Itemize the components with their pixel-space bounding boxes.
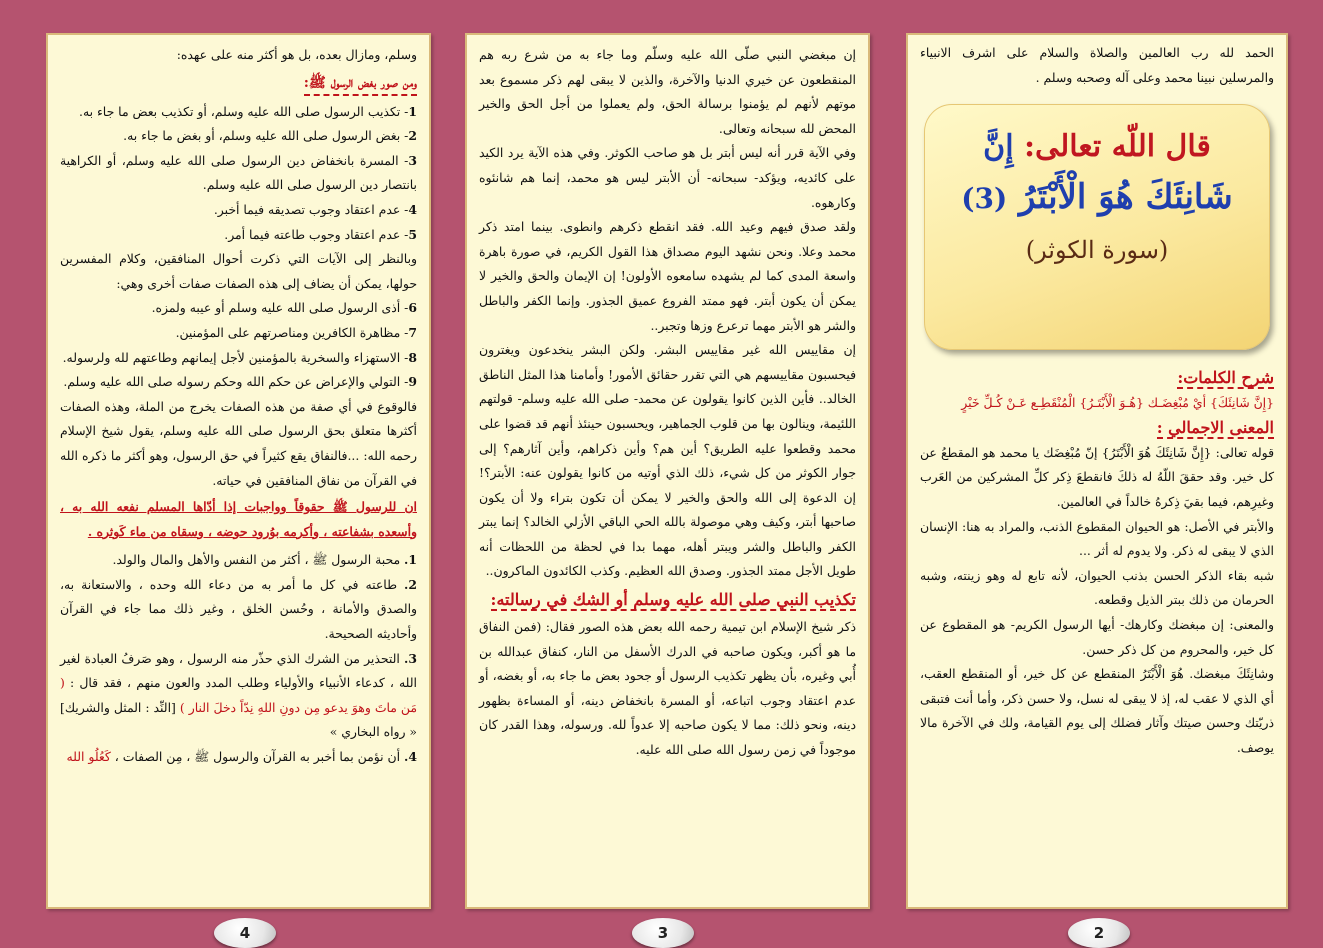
item-text: التولي والإعراض عن حكم الله وحكم رسوله صلى الله عليه وسلم. bbox=[63, 374, 401, 390]
item-number: 2. bbox=[404, 576, 417, 592]
page-number-3: 3 bbox=[632, 918, 694, 948]
opening-text: الحمد لله رب العالمين والصلاة والسلام على اشرف الانبياء والمرسلين نبينا محمد وعلى آله وصحبه وسلم . bbox=[920, 45, 1274, 85]
list-item: 4- عدم اعتقاد وجوب تصديقه فيما أخبر. bbox=[213, 201, 417, 217]
section-heading: تكذيب النبي صلى الله عليه وسلم أو الشك في رسالته: bbox=[490, 590, 856, 610]
list-item: 2- بغض الرسول صلى الله عليه وسلم، أو بغض ما جاء به. bbox=[123, 128, 417, 144]
hadith-reference: [النِّد : المثل والشريك] « رواه البخاري » bbox=[60, 699, 417, 740]
meaning-paragraph: وشانِئَكَ مبغضك. هُوَ الْأَبْتَرُ المنقطع عن كل خير، أو المنقطع العقب، أي الذي لا عقب له، إذ لا يبقى له نسل، ولا حسن ذكر، وأما أنت فتبقى ذريّتك وحسن صيتك وآثار فضلك إلى يوم القيامة، ولك في الآخرة مالا يوصف. bbox=[920, 666, 1274, 755]
item-text: تكذيب الرسول صلى الله عليه وسلم، أو تكذيب بعض ما جاء به. bbox=[79, 103, 401, 119]
meaning-paragraph: والمعنى: إن مبغضك وكارهك- أيها الرسول الكريم- هو المقطوع عن كل خير، والمحروم من كل ذكر حسن. bbox=[920, 616, 1274, 657]
list-item: 7- مظاهرة الكافرين ومناصرتهم على المؤمنين. bbox=[175, 324, 417, 340]
list-item: 3- المسرة بانخفاض دين الرسول صلى الله عليه وسلم، أو الكراهية بانتصار دين الرسول صلى الله عليه وسلم. bbox=[60, 152, 417, 193]
heading-general-meaning: المعنى الاجمالي : bbox=[1156, 417, 1274, 437]
page-4-panel bbox=[46, 33, 431, 909]
verse-main: شَانِئَكَ هُوَ الْأَبْتَرُ bbox=[1019, 177, 1233, 218]
page-2-panel bbox=[906, 33, 1288, 909]
item-text: عدم اعتقاد وجوب طاعته فيما أمر. bbox=[224, 226, 401, 242]
list-item: 1- تكذيب الرسول صلى الله عليه وسلم، أو تكذيب بعض ما جاء به. bbox=[79, 103, 417, 119]
body-paragraph: وفي الآية قرر أنه ليس أبتر بل هو صاحب الكوثر. وفي هذه الآية يرد الكيد على كائديه، ويؤكد- سبحانه- أن الأبتر ليس هو محمد، إنما هم شانئوه وكارهوه. bbox=[479, 145, 856, 210]
item-text: التحذير من الشرك الذي حذّر منه الرسول ، وهو صَرفُ العبادة لغير الله ، كدعاء الأنبياء والأولياء وطلب المدد والعون منهم ، فقد قال : bbox=[60, 650, 417, 691]
rights-item bbox=[60, 745, 417, 770]
verse-intro bbox=[925, 125, 1269, 169]
words-explanation: {إِنَّ شَانِئَكَ} أيْ مُبْغِضَـك {هُـوَ الْأَبْتَـرُ} الْمُنْقَطِـع عَـنْ كُـلِّ خَيْرٍ bbox=[961, 395, 1274, 411]
body-paragraph: إن مقاييس الله غير مقاييس البشر. ولكن البشر ينخدعون ويغترون فيحسبون مقاييسهم هي التي تقرر حقائق الأمور! وأمامنا هذا المثل الناطق الخالد.. فأين الذين كانوا يقولون عن محمد- صلى الله عليه وسلم- قولتهم اللئيمة، وينالون بها من قلوب الجماهير، ويحسبون حينئذ أنهم قد قضوا على محمد وقطعوا عليه الطريق؟ أين هم؟ وأين ذكراهم، وأين آثارهم؟ إلى جوار الكوثر من كل شيء، ذلك الذي أوتيه من كانوا يقولون عنه: الأبتر؟! إن الدعوة إلى الله والحق والخير لا يمكن أن تكون بتراء ولا أن يكون صاحبها أبتر، وكيف وهي موصولة بالله الحي الباقي الأزلي الخالد؟ إنما يبتر الكفر والباطل والشر ويبتر أهله، مهما بدا في لحظة من اللحظات أنه طويل الأجل ممتد الجذور. وصدق الله العظيم. وكذب الكائدون الماكرون.. bbox=[479, 342, 856, 579]
rights-item bbox=[60, 573, 417, 647]
meaning-paragraph: شبه بقاء الذكر الحسن بذنب الحيوان، لأنه تابع له وهو زينته، وشبه الحرمان من ذلك ببتر الذيل وقطعه. bbox=[920, 567, 1274, 608]
final-red-text: كَعُلُو الله bbox=[66, 749, 111, 765]
hadith-text: ( مَن ماتَ وهوَ يدعو مِن دونِ اللهِ نِدّاً دخلَ النار ) bbox=[60, 675, 417, 715]
verse-intro-label: قال اللّه تعالى: bbox=[1023, 129, 1211, 165]
item-number: 4 bbox=[408, 201, 417, 217]
item-number: 1 bbox=[408, 103, 417, 119]
item-text: أن نؤمن بما أخبر به القرآن والرسول ﷺ ، مِن الصفات ، bbox=[114, 749, 401, 765]
heading-word-explanation: شرح الكلمات: bbox=[1177, 368, 1274, 388]
body-paragraph: فالوقوع في أي صفة من هذه الصفات يخرج من الملة، وهذه الصفات أكثرها متعلق بحق الرسول صلى الله عليه وسلم، يقول شيخ الإسلام رحمه الله: ...فالنفاق يقع كثيراً في حق الرسول، وهو أكثر ما ذكره الله في القرآن من نفاق المنافقين في حياته. bbox=[60, 398, 417, 488]
section-heading: ومن صور بغض الرسول ﷺ: bbox=[304, 74, 417, 96]
page-number-2: 2 bbox=[1068, 918, 1130, 948]
meaning-paragraph: قوله تعالى: {إِنَّ شَانِئَكَ هُوَ الْأَبْتَرُ} إنّ مُبْغِضَك يا محمد هو المقطعُ عن كل خير. وقد حققَ اللّهُ له ذلكَ فانقطعَ ذِكر كلِّ المشركين من العَرب وغيرِهم، فيما بقيَ ذِكرهُ خالداً في العالمين. bbox=[920, 444, 1274, 509]
verse-source: (سورة الكوثر) bbox=[1025, 236, 1169, 265]
item-text: المسرة بانخفاض دين الرسول صلى الله عليه وسلم، أو الكراهية بانتصار دين الرسول صلى الله عليه وسلم. bbox=[60, 152, 417, 193]
item-text: محبة الرسول ﷺ ، أكثر من النفس والأهل والمال والولد. bbox=[112, 552, 401, 568]
item-text: أذى الرسول صلى الله عليه وسلم أو عيبه ولمزه. bbox=[151, 300, 401, 316]
body-paragraph: وبالنظر إلى الآيات التي ذكرت أحوال المنافقين، وكلام المفسرين حولها، يمكن أن يضاف إلى هذه الصفات صفات أخرى وهي: bbox=[60, 251, 417, 291]
verse-first-word: إِنَّ bbox=[983, 129, 1014, 165]
list-item: 8- الاستهزاء والسخرية بالمؤمنين لأجل إيمانهم وطاعتهم لله ولرسوله. bbox=[62, 349, 417, 365]
item-number: 7 bbox=[408, 324, 417, 340]
list-item: 9- التولي والإعراض عن حكم الله وحكم رسوله صلى الله عليه وسلم. bbox=[63, 374, 417, 390]
verse-text bbox=[925, 169, 1269, 227]
list-item: 5- عدم اعتقاد وجوب طاعته فيما أمر. bbox=[224, 226, 417, 242]
verse-number: (3) bbox=[961, 182, 1008, 216]
body-paragraph: ولقد صدق فيهم وعيد الله. فقد انقطع ذكرهم وانطوى. بينما امتد ذكر محمد وعلا. ونحن نشهد اليوم مصداق هذا القول الكريم، في صورة باهرة واسعة المدى كما لم يشهده سامعوه الأولون! إن الإيمان والحق والخير لا يمكن أن يكون أبتر. فهو ممتد الفروع عميق الجذور. وإنما الكفر والباطل والشر هو الأبتر مهما ترعرع وزها وتجبر.. bbox=[479, 219, 856, 333]
opening-text: وسلم، ومازال بعده، بل هو أكثر منه على عهده: bbox=[176, 47, 417, 62]
item-number: 9 bbox=[408, 374, 417, 390]
item-number: 3 bbox=[408, 152, 417, 168]
item-number: 2 bbox=[408, 128, 417, 144]
item-text: عدم اعتقاد وجوب تصديقه فيما أخبر. bbox=[213, 201, 401, 217]
item-number: 8 bbox=[408, 349, 417, 365]
item-text: الاستهزاء والسخرية بالمؤمنين لأجل إيمانهم وطاعتهم لله ولرسوله. bbox=[62, 349, 401, 365]
page-number-4: 4 bbox=[214, 918, 276, 948]
item-text: بغض الرسول صلى الله عليه وسلم، أو بغض ما جاء به. bbox=[123, 128, 401, 144]
item-text: طاعته في كل ما أمر به من دعاء الله وحده ، والاستعانة به، والصدق والأمانة ، وحُسن الخلق ، وغير ذلك مما جاء في القرآن وأحاديثه الصحيحة. bbox=[60, 576, 417, 642]
item-number: 6 bbox=[408, 300, 417, 316]
page-3-panel bbox=[465, 33, 870, 909]
rights-item bbox=[60, 548, 417, 573]
item-number: 3. bbox=[404, 650, 417, 666]
rights-heading: ان للرسول ﷺ حقوقاً وواجبات إذا أدّاها المسلم نفعه الله به ، وأسعده بشفاعته ، وأكرمه بوُرود حوضه ، وسقاه من ماء كَوثره . bbox=[60, 499, 417, 539]
meaning-paragraph: والأبتر في الأصل: هو الحيوان المقطوع الذنب، والمراد به هنا: الإنسان الذي لا يبقى له ذكر. ولا يدوم له أثر ... bbox=[920, 518, 1274, 559]
list-item: 6- أذى الرسول صلى الله عليه وسلم أو عيبه ولمزه. bbox=[151, 300, 417, 316]
verse-box bbox=[924, 104, 1270, 350]
rights-item bbox=[60, 647, 417, 745]
body-paragraph: إن مبغضي النبي صلّى الله عليه وسلّم وما جاء به من شرع ربه هم المنقطعون عن خيري الدنيا والآخرة، والذين لا يبقى لهم ذكر مسموع بعد موتهم لأنهم لم يؤمنوا برسالة الحق، ولم يعملوا من أجل الحق والخير المحض لله سبحانه وتعالى. bbox=[479, 47, 856, 136]
item-text: مظاهرة الكافرين ومناصرتهم على المؤمنين. bbox=[175, 324, 401, 340]
item-number: 1. bbox=[404, 552, 417, 568]
body-paragraph: ذكر شيخ الإسلام ابن تيمية رحمه الله بعض هذه الصور فقال: (فمن النفاق ما هو أكبر، ويكون صاحبه في الدرك الأسفل من النار، كنفاق عبدالله بن أُبي وغيره، بأن يظهر تكذيب الرسول أو جحود بعض ما جاء به، أو بغضه، أو عدم اعتقاد وجوب اتباعه، أو المسرة بانخفاض دينه، أو المساءة بظهور دينه، ونحو ذلك: مما لا يكون صاحبه إلا عدواً لله. ورسوله، وهذا القدر كان موجوداً في زمن رسول الله صلى الله عليه. bbox=[479, 619, 856, 758]
item-number: 4. bbox=[404, 749, 417, 765]
item-number: 5 bbox=[408, 226, 417, 242]
